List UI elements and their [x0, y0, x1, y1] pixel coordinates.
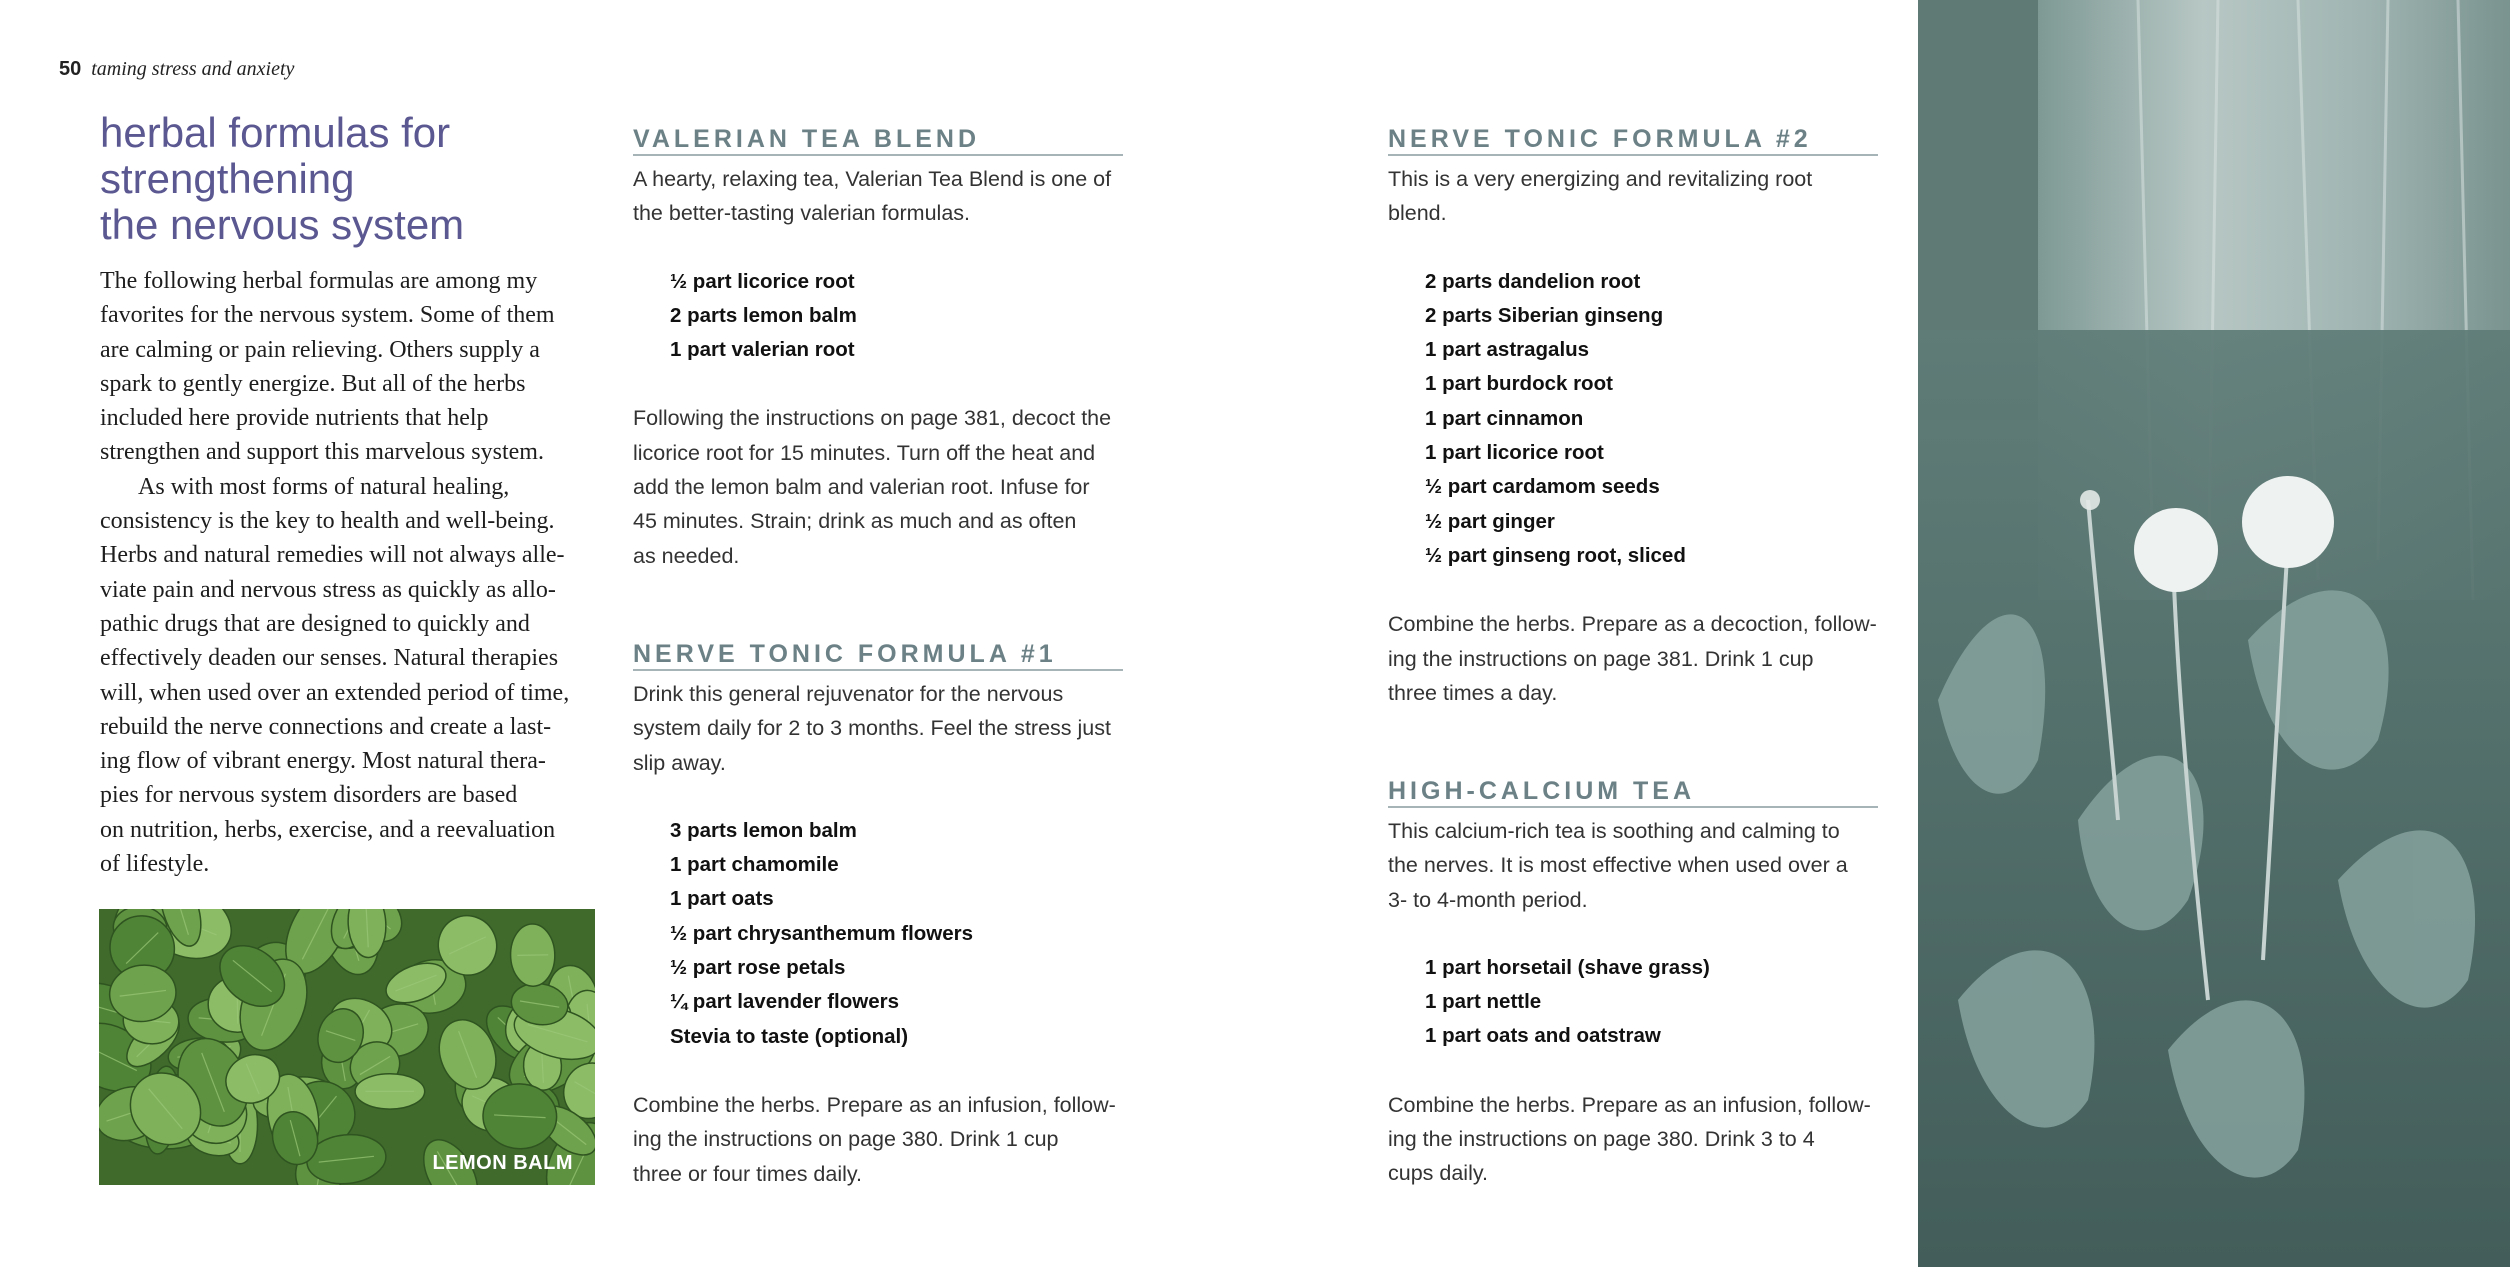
recipe-nerve-tonic-1	[633, 639, 1123, 1191]
recipe-high-calcium-tea	[1388, 776, 1878, 1191]
text-line: pies for nervous system disorders are based	[100, 782, 518, 809]
recipe-title: VALERIAN TEA BLEND	[633, 124, 1123, 156]
recipe-directions-line: three times a day.	[1388, 680, 1558, 705]
recipe-directions-line: licorice root for 15 minutes. Turn off the heat and	[633, 440, 1096, 465]
title-line: the nervous system	[100, 201, 465, 248]
text-line: on nutrition, herbs, exercise, and a reevaluation	[100, 816, 556, 843]
text-line: favorites for the nervous system. Some of them	[100, 302, 555, 329]
lemon-balm-photo	[99, 909, 595, 1185]
ingredient-list	[670, 265, 1123, 368]
ingredient: 3 parts lemon balm	[670, 818, 857, 842]
recipe-intro-line: 3- to 4-month period.	[1388, 887, 1588, 912]
ingredient: 1 part licorice root	[1425, 441, 1604, 465]
text-line: consistency is the key to health and well-being.	[100, 508, 555, 535]
text-line: are calming or pain relieving. Others supply a	[100, 336, 540, 363]
recipe-title: NERVE TONIC FORMULA #2	[1388, 124, 1878, 156]
recipe-directions-line: Combine the herbs. Prepare as an infusion, follow-	[1388, 1092, 1871, 1117]
title-line: strengthening	[100, 155, 355, 202]
running-head-title: taming stress and anxiety	[91, 58, 295, 80]
intro-column	[100, 110, 600, 881]
ingredient: 2 parts Siberian ginseng	[1425, 303, 1664, 327]
ingredient: 1 part valerian root	[670, 338, 855, 362]
recipe-directions-line: three or four times daily.	[633, 1161, 863, 1186]
recipe-intro-line: the better-tasting valerian formulas.	[633, 201, 970, 226]
recipe-intro-line: the nerves. It is most effective when used over a	[1388, 853, 1848, 878]
ingredient-list	[1425, 951, 1878, 1054]
ingredient: ½ part licorice root	[670, 269, 855, 293]
recipe-directions-line: 45 minutes. Strain; drink as much and as often	[633, 509, 1077, 534]
page-number: 50	[59, 58, 82, 80]
ingredient: 2 parts dandelion root	[1425, 269, 1641, 293]
ingredient: 1 part burdock root	[1425, 372, 1613, 396]
text-line: will, when used over an extended period of time,	[100, 679, 570, 706]
text-line: The following herbal formulas are among my	[100, 268, 538, 294]
text-line: As with most forms of natural healing,	[138, 473, 510, 500]
ingredient: ¼ part lavender flowers	[670, 990, 900, 1014]
text-line: rebuild the nerve connections and create a last-	[100, 713, 552, 740]
recipe-directions-line: ing the instructions on page 380. Drink 3 to 4	[1388, 1127, 1815, 1152]
intro-paragraph-1	[100, 264, 600, 470]
ingredient: 1 part chamomile	[670, 853, 839, 877]
recipe-intro-line: blend.	[1388, 201, 1447, 226]
ingredient: 2 parts lemon balm	[670, 303, 857, 327]
ingredient: Stevia to taste (optional)	[670, 1024, 909, 1048]
recipe-directions-line: Combine the herbs. Prepare as an infusion, follow-	[633, 1092, 1116, 1117]
ingredient: 1 part horsetail (shave grass)	[1425, 955, 1710, 979]
recipe-directions-line: ing the instructions on page 380. Drink 1 cup	[633, 1127, 1059, 1152]
recipe-intro-line: slip away.	[633, 750, 726, 775]
text-line: strengthen and support this marvelous system.	[100, 439, 544, 466]
text-line: viate pain and nervous stress as quickly as allo-	[100, 576, 556, 603]
recipe-directions-line: add the lemon balm and valerian root. Infuse for	[633, 475, 1090, 500]
recipe-intro-line: This is a very energizing and revitalizing root	[1388, 167, 1813, 191]
recipe-directions-line: cups daily.	[1388, 1161, 1488, 1186]
recipe-intro-line: Drink this general rejuvenator for the nervous	[633, 682, 1064, 706]
ingredient: ½ part cardamom seeds	[1425, 475, 1660, 499]
recipe-intro-line: This calcium-rich tea is soothing and calming to	[1388, 819, 1840, 843]
lemon-balm-leaves-image	[99, 909, 595, 1185]
ingredient: ½ part chrysanthemum flowers	[670, 921, 974, 945]
text-line: ing flow of vibrant energy. Most natural thera-	[100, 748, 546, 775]
intro-paragraph-2	[100, 470, 600, 882]
recipe-intro-line: A hearty, relaxing tea, Valerian Tea Blend is one of	[633, 167, 1112, 191]
ingredient: ½ part rose petals	[670, 956, 846, 980]
ingredient-list	[1425, 265, 1878, 574]
ingredient: 1 part oats and oatstraw	[1425, 1024, 1661, 1048]
ingredient: 1 part nettle	[1425, 990, 1542, 1014]
ingredient: 1 part oats	[670, 887, 774, 911]
text-line: Herbs and natural remedies will not always alle-	[100, 542, 565, 569]
dandelion-photo	[1918, 0, 2510, 1267]
recipe-valerian-tea-blend	[633, 124, 1123, 573]
ingredient: 1 part astragalus	[1425, 338, 1590, 362]
dandelion-tree-image	[1918, 0, 2510, 1267]
text-line: of lifestyle.	[100, 851, 210, 878]
text-line: effectively deaden our senses. Natural therapies	[100, 645, 559, 672]
ingredient: ½ part ginger	[1425, 509, 1555, 533]
recipe-directions-line: Following the instructions on page 381, decoct the	[633, 406, 1112, 431]
ingredient: 1 part cinnamon	[1425, 406, 1584, 430]
recipe-directions-line: as needed.	[633, 543, 740, 568]
recipe-intro-line: system daily for 2 to 3 months. Feel the stress just	[633, 716, 1111, 741]
recipe-directions-line: Combine the herbs. Prepare as a decoction, follow-	[1388, 612, 1877, 637]
title-line: herbal formulas for	[100, 109, 451, 156]
photo-caption: LEMON BALM	[432, 1152, 573, 1174]
ingredient: ½ part ginseng root, sliced	[1425, 543, 1686, 567]
text-line: included here provide nutrients that help	[100, 405, 489, 432]
running-head	[59, 58, 294, 81]
text-line: spark to gently energize. But all of the herbs	[100, 370, 526, 397]
recipe-directions-line: ing the instructions on page 381. Drink 1 cup	[1388, 646, 1814, 671]
ingredient-list	[670, 814, 1123, 1054]
recipe-title: HIGH-CALCIUM TEA	[1388, 776, 1878, 808]
recipe-title: NERVE TONIC FORMULA #1	[633, 639, 1123, 671]
text-line: pathic drugs that are designed to quickly and	[100, 610, 530, 637]
page-title	[100, 110, 600, 248]
recipe-nerve-tonic-2	[1388, 124, 1878, 710]
